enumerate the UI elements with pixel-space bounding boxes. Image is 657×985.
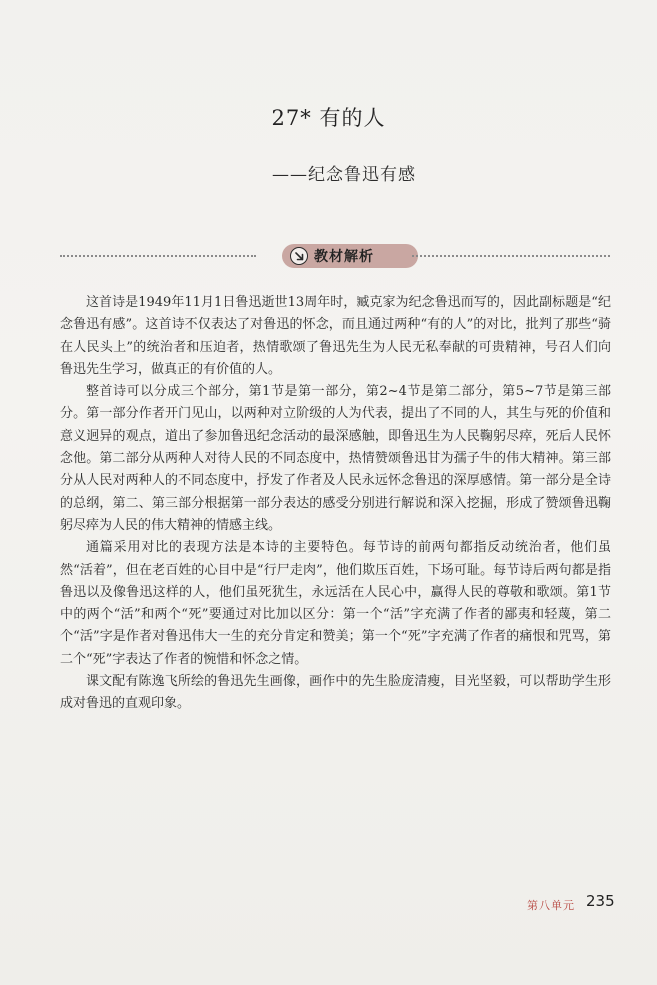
section-label-pill — [282, 244, 418, 268]
lesson-title: 27* 有的人 — [271, 106, 386, 130]
dotted-divider-left — [60, 255, 256, 257]
section-header — [60, 244, 610, 268]
arrow-circle-icon — [290, 247, 308, 265]
analysis-text — [60, 292, 611, 716]
paragraph: 通篇采用对比的表现方法是本诗的主要特色。每节诗的前两句都指反动统治者，他们虽然“活着”，但在老百姓的心目中是“行尸走肉”，他们欺压百姓，下场可耻。每节诗后两句都是指鲁迅以及像鲁迅这样的人，他们虽死犹生，永远活在人民心中，赢得人民的尊敬和歌颂。第1节中的两个“活”和两个“死”要通过对比加以区分：第一个“活”字充满了作者的鄙夷和轻蔑，第二个“活”字是作者对鲁迅伟大一生的充分肯定和赞美；第一个“死”字充满了作者的痛恨和咒骂，第二个“死”字表达了作者的惋惜和怀念之情。 — [60, 540, 611, 667]
lesson-subtitle: ——纪念鲁迅有感 — [272, 165, 416, 185]
unit-label: 第八单元 — [527, 899, 575, 912]
section-label: 教材解析 — [314, 249, 374, 265]
paragraph: 课文配有陈逸飞所绘的鲁迅先生画像，画作中的先生脸庞清瘦，目光坚毅，可以帮助学生形成对鲁迅的直观印象。 — [60, 674, 611, 712]
paragraph: 整首诗可以分成三个部分，第1节是第一部分，第2~4节是第二部分，第5~7节是第三部分。第一部分作者开门见山，以两种对立阶级的人为代表，提出了不同的人，其生与死的价值和意义迥异的观点，道出了参加鲁迅纪念活动的最深感触，即鲁迅生为人民鞠躬尽瘁，死后人民怀念他。第二部分从两种人对待人民的不同态度中，热情赞颂鲁迅甘为孺子牛的伟大精神。第三部分从人民对两种人的不同态度中，抒发了作者及人民永远怀念鲁迅的深厚感情。第一部分是全诗的总纲，第二、第三部分根据第一部分表达的感受分别进行解说和深入挖掘，形成了赞颂鲁迅鞠躬尽瘁为人民的伟大精神的情感主线。 — [60, 384, 611, 533]
dotted-divider-right — [412, 255, 610, 257]
page-number: 235 — [586, 892, 615, 910]
paragraph: 这首诗是1949年11月1日鲁迅逝世13周年时，臧克家为纪念鲁迅而写的，因此副标题是“纪念鲁迅有感”。这首诗不仅表达了对鲁迅的怀念，而且通过两种“有的人”的对比，批判了那些“骑在人民头上”的统治者和压迫者，热情歌颂了鲁迅先生为人民无私奉献的可贵精神，号召人们向鲁迅先生学习，做真正的有价值的人。 — [60, 295, 611, 377]
